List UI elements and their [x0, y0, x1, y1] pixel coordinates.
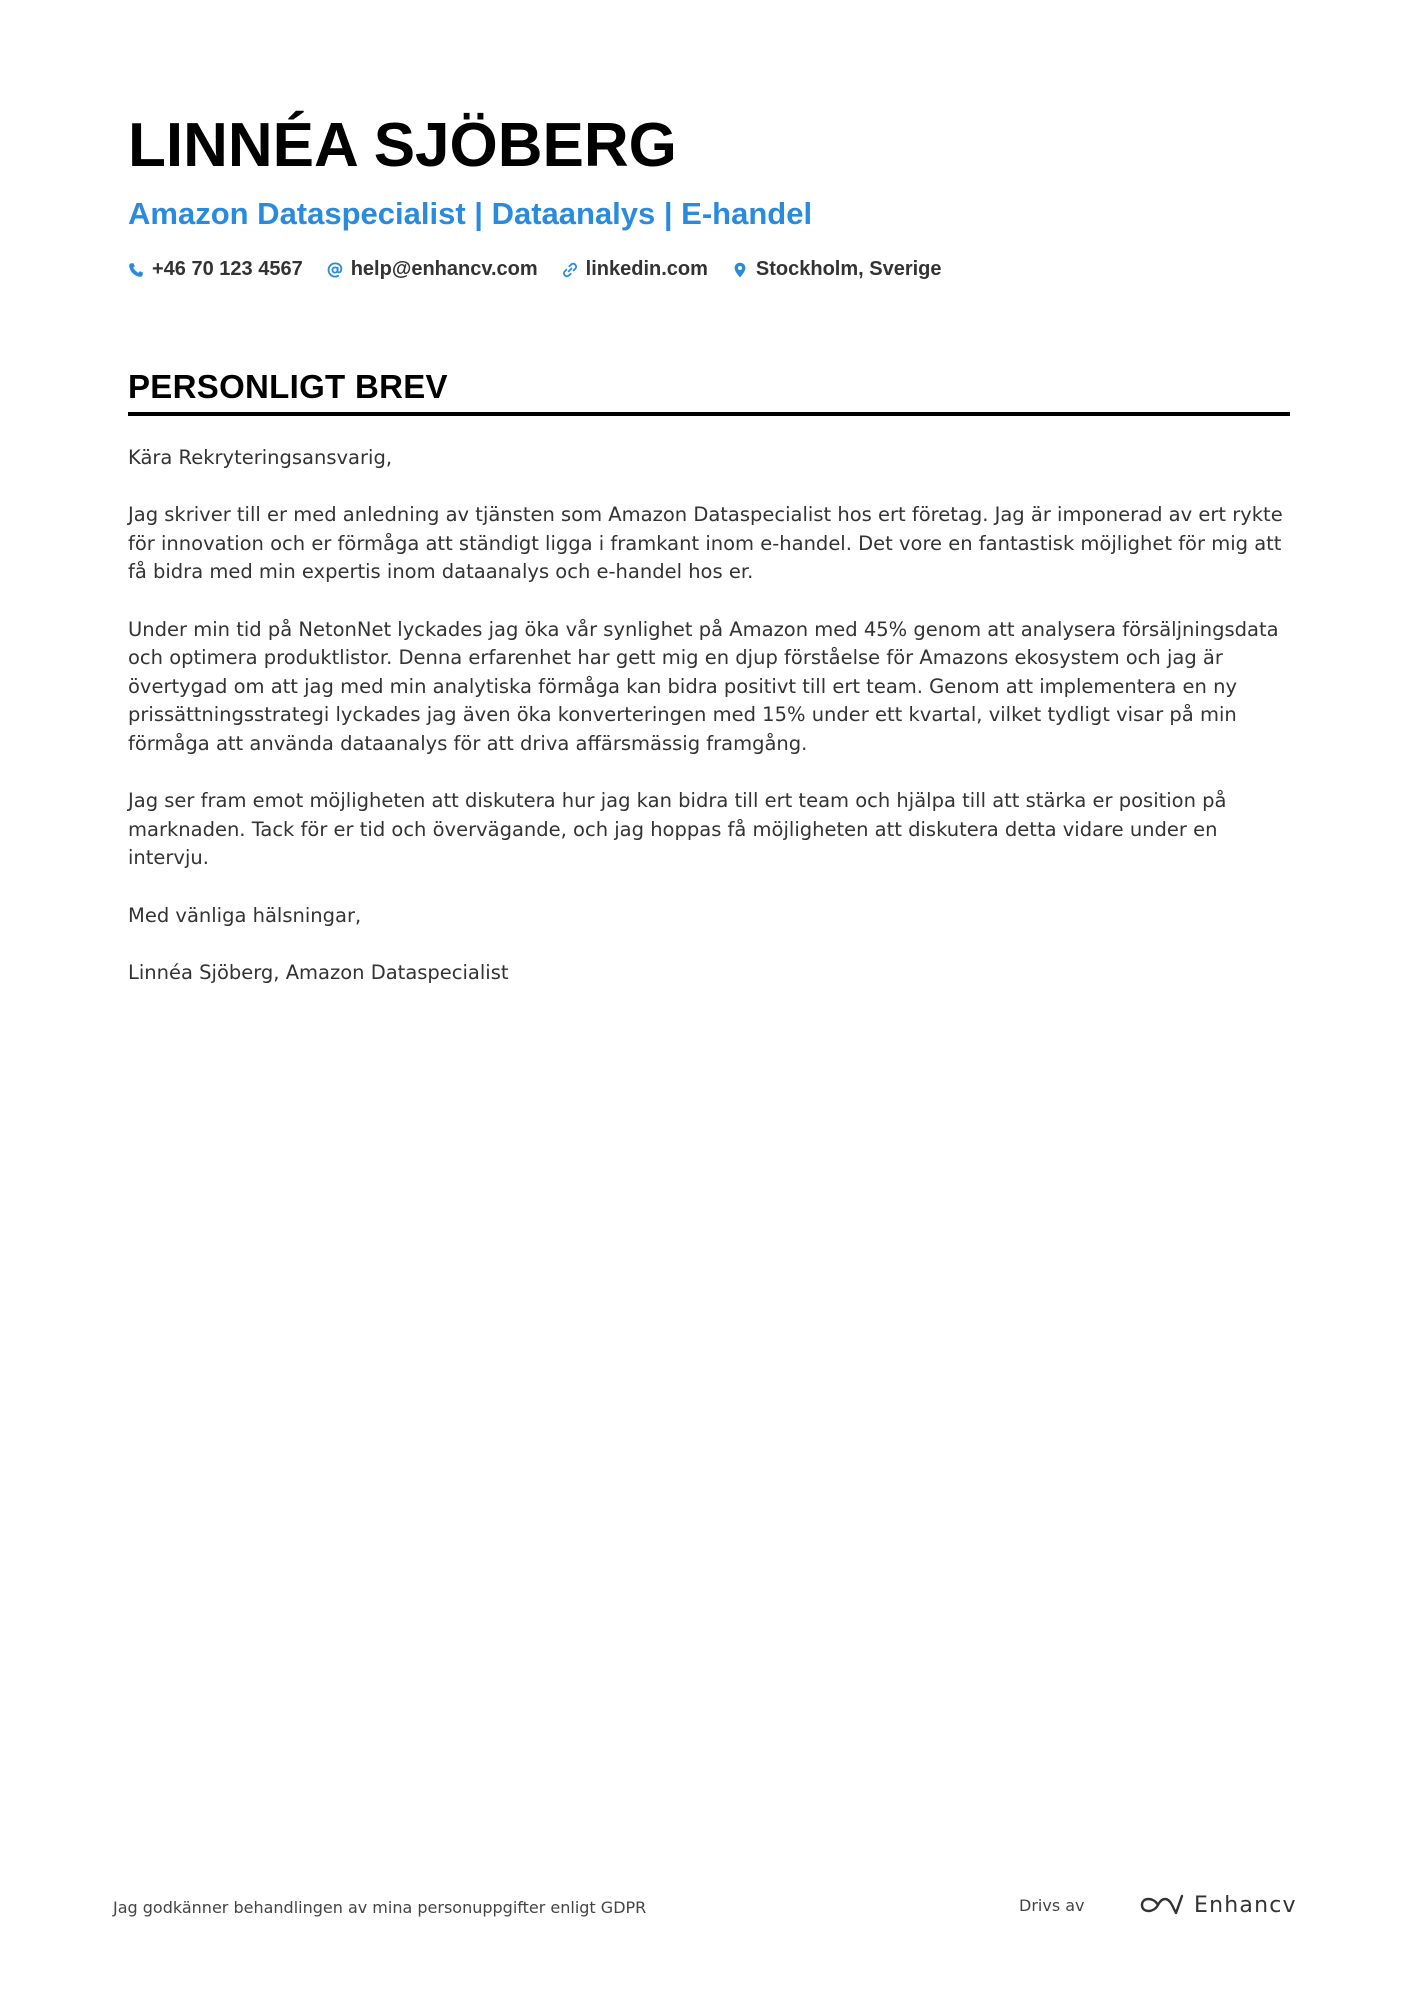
letter-paragraph: Jag ser fram emot möjligheten att diskutera hur jag kan bidra till ert team och hjälpa till att stärka er position på marknaden. Tack för er tid och övervägande, och jag hoppas få möjligheten att diskutera detta vidare under en intervju. [128, 789, 1227, 870]
header [128, 108, 1288, 281]
location-text: Stockholm, Sverige [755, 258, 942, 280]
letter-body [128, 444, 1290, 987]
candidate-name: LINNÉA SJÖBERG [128, 111, 677, 180]
section-divider [128, 412, 1290, 416]
powered-by-label: Drivs av [1019, 1896, 1085, 1915]
contact-phone [128, 258, 303, 281]
contact-location [732, 258, 942, 281]
letter-paragraph: Jag skriver till er med anledning av tjänsten som Amazon Dataspecialist hos ert företag. Jag är imponerad av ert rykte för innovation och er förmåga att ständigt ligga i framkant inom e-handel. Det vore en fantastisk möjlighet för mig att få bidra med min expertis inom dataanalys och e-handel hos er. [128, 503, 1283, 584]
phone-text: +46 70 123 4567 [152, 258, 303, 280]
email-text: help@enhancv.com [350, 258, 538, 280]
contact-linkedin[interactable] [562, 258, 708, 281]
enhancv-logo-text: Enhancv [1194, 1892, 1297, 1918]
link-icon [562, 262, 578, 278]
candidate-title: Amazon Dataspecialist | Dataanalys | E-handel [128, 196, 813, 231]
footer [113, 1892, 1297, 1924]
phone-icon [128, 262, 144, 278]
section-title: PERSONLIGT BREV [128, 368, 448, 405]
linkedin-text: linkedin.com [585, 258, 708, 280]
letter-closing: Med vänliga hälsningar, [128, 903, 362, 927]
at-icon [327, 262, 343, 278]
gdpr-consent-text: Jag godkänner behandlingen av mina personuppgifter enligt GDPR [113, 1898, 647, 1917]
enhancv-logo[interactable] [1138, 1892, 1297, 1918]
enhancv-logo-icon [1138, 1892, 1184, 1918]
letter-signature: Linnéa Sjöberg, Amazon Dataspecialist [128, 960, 509, 984]
cover-letter-section [128, 366, 1290, 1016]
location-pin-icon [732, 262, 748, 278]
letter-paragraph: Under min tid på NetonNet lyckades jag öka vår synlighet på Amazon med 45% genom att analysera försäljningsdata och optimera produktlistor. Denna erfarenhet har gett mig en djup förståelse för Amazons ekosystem och jag är övertygad om att jag med min analytiska förmåga kan bidra positivt till ert team. Genom att implementera en ny prissättningsstrategi lyckades jag även öka konverteringen med 15% under ett kvartal, vilket tydligt visar på min förmåga att använda dataanalys för att driva affärsmässig framgång. [128, 617, 1279, 755]
contact-email[interactable] [327, 258, 538, 281]
contact-bar [128, 258, 1288, 281]
letter-greeting: Kära Rekryteringsansvarig, [128, 446, 393, 469]
